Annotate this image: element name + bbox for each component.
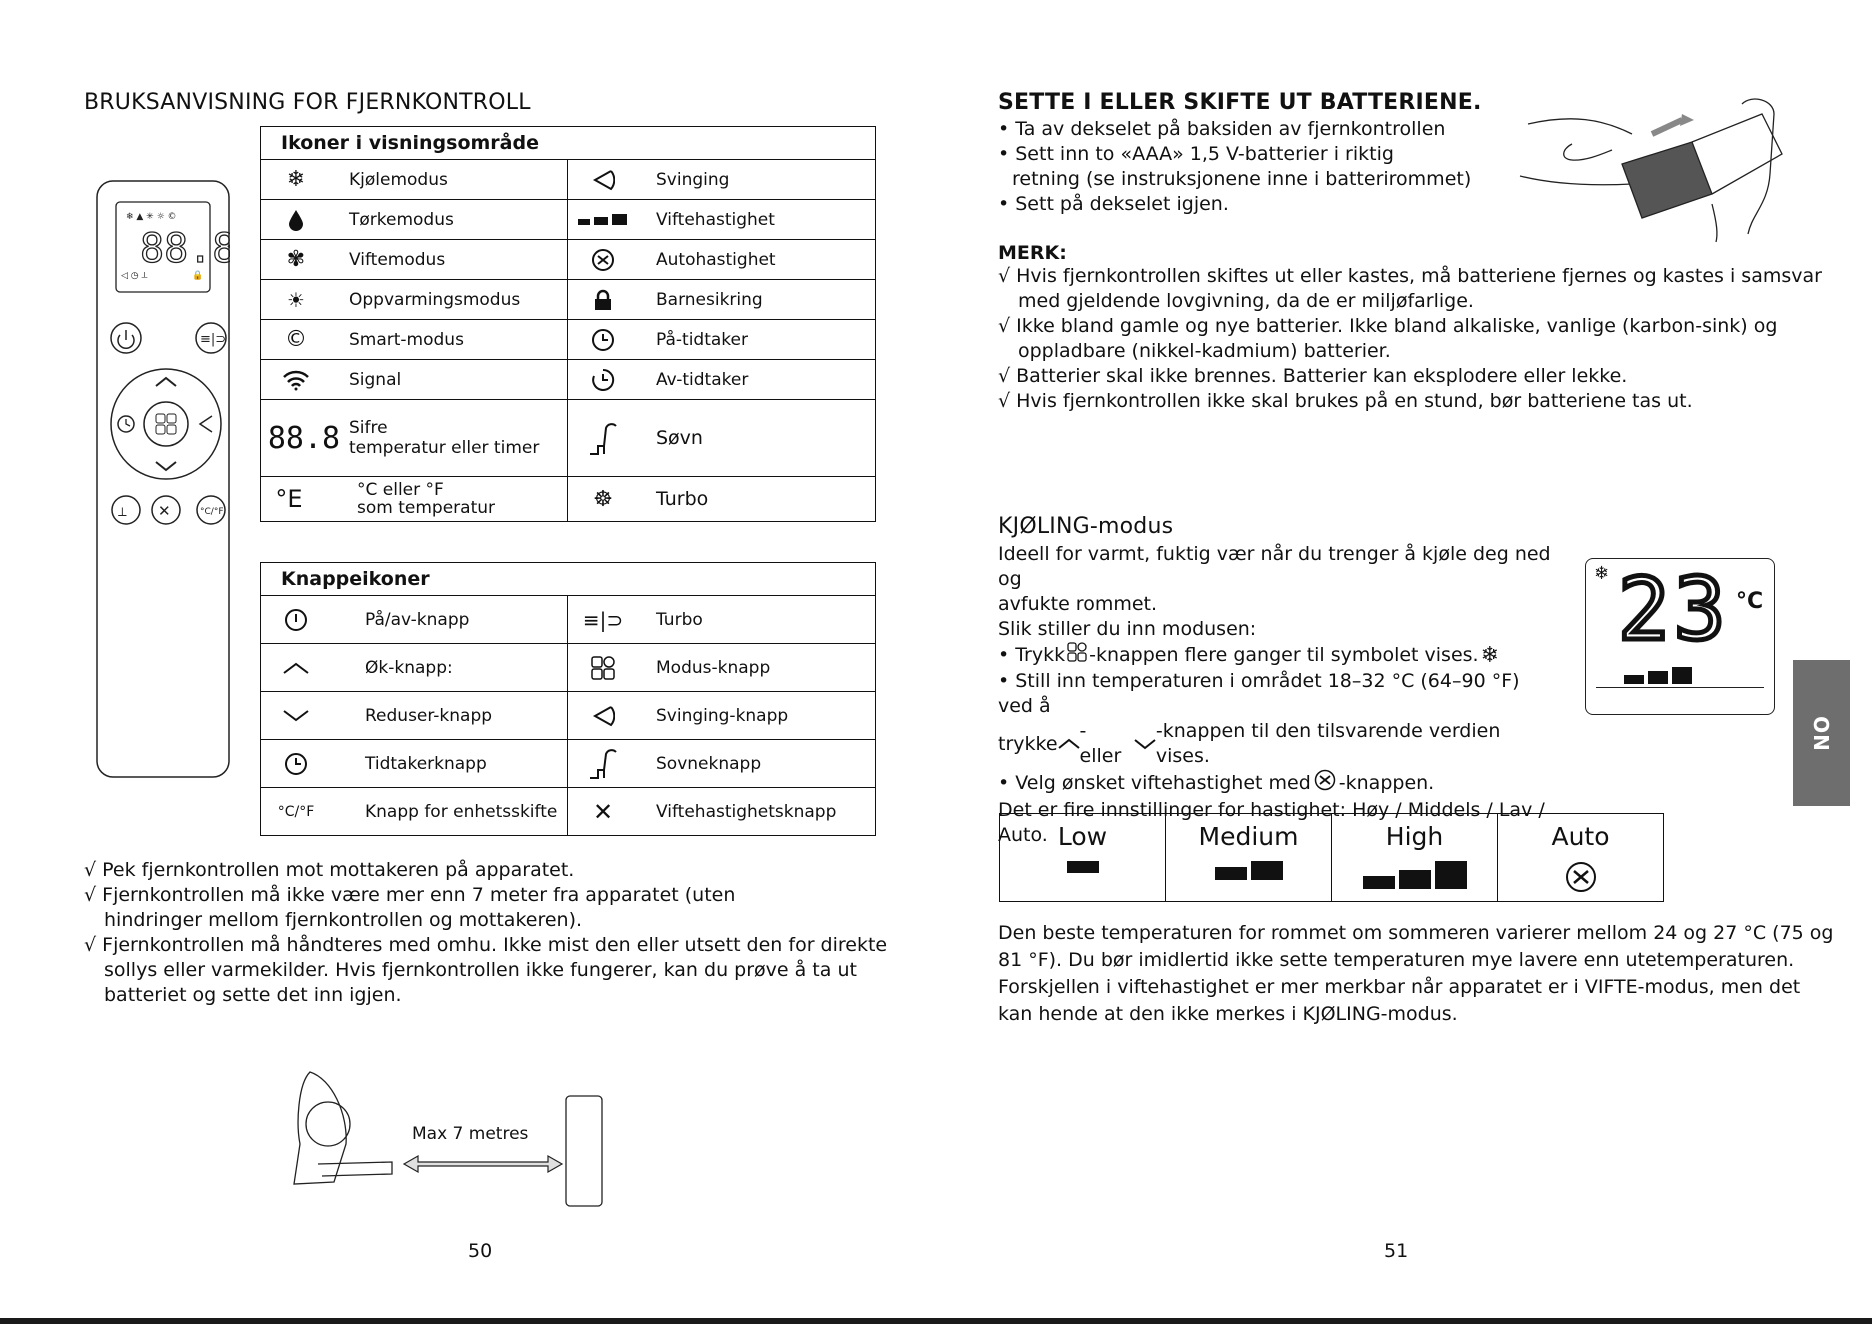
mode-icon <box>1067 642 1087 669</box>
speed-label: Low <box>1057 822 1108 851</box>
svg-text:≡|⊃: ≡|⊃ <box>200 332 227 347</box>
icon-label: Viftemodus <box>349 249 446 270</box>
chevron-up-icon <box>1058 732 1080 757</box>
cooling-step2-c: - eller <box>1079 720 1122 767</box>
summary-line: Den beste temperaturen for rommet om sommeren varierer mellom 24 og 27 °C (75 og <box>998 922 1834 944</box>
chevron-up-icon <box>261 661 331 675</box>
icon-label: Knapp for enhetsskifte <box>365 801 558 822</box>
digits-label-2: temperatur eller timer <box>349 438 540 458</box>
remote-illustration <box>96 180 230 780</box>
distance-label: Max 7 metres <box>412 1124 529 1144</box>
speed-cell-medium <box>1166 814 1332 902</box>
cooling-line: Slik stiller du inn modusen: <box>998 618 1257 640</box>
cooling-line: Auto. <box>998 824 1048 846</box>
icon-label: Tørkemodus <box>349 209 454 230</box>
note-line: √ Fjernkontrollen må håndteres med omhu. Ikke mist den eller utsett den for direkte <box>84 934 888 956</box>
turbo-button-icon: ≡|⊃ <box>582 607 624 632</box>
icon-label: Øk-knapp: <box>365 657 453 678</box>
unit-icon: °E <box>275 485 303 513</box>
icon-label: Viftehastighet <box>656 209 775 230</box>
svg-text:❄ ▲ ✳ ☼ ©: ❄ ▲ ✳ ☼ © <box>126 212 177 222</box>
merk-line: √ Ikke bland gamle og nye batterier. Ikke bland alkaliske, vanlige (karbon-sink) og <box>998 315 1778 337</box>
svg-text:⟂: ⟂ <box>118 505 127 520</box>
lcd-speed-bars <box>1624 667 1692 684</box>
summary-line: 81 °F). Du bør imidlertid ikke sette temperaturen mye lavere enn utetemperaturen. <box>998 949 1795 971</box>
cooling-line: Det er fire innstillinger for hastighet: Høy / Middels / Lav / <box>998 799 1545 821</box>
snowflake-icon: ❄ <box>1480 643 1500 668</box>
icon-label: Barnesikring <box>656 289 763 310</box>
timer-off-icon <box>568 368 638 392</box>
note-line: batteriet og sette det inn igjen. <box>104 984 402 1006</box>
icon-label: Turbo <box>656 488 709 510</box>
merk-line: √ Batterier skal ikke brennes. Batterier kan eksplodere eller lekke. <box>998 365 1628 387</box>
snowflake-icon: ❄ <box>1594 563 1610 584</box>
icon-label: Signal <box>349 369 402 390</box>
cooling-step2-d: -knappen til den tilsvarende verdien vises. <box>1155 720 1501 767</box>
chevron-down-icon <box>1134 732 1156 757</box>
note-line: hindringer mellom fjernkontrollen og mottakeren). <box>104 909 583 931</box>
page-number-right: 51 <box>1384 1240 1409 1262</box>
icon-label: Smart-modus <box>349 329 464 350</box>
svg-text:✕: ✕ <box>158 502 171 520</box>
svg-text:🔒: 🔒 <box>192 271 204 281</box>
summary-text <box>998 920 1834 1028</box>
language-tab-label: NO <box>1809 715 1834 751</box>
icon-label: Svinging-knapp <box>656 705 789 726</box>
power-icon <box>261 608 331 632</box>
display-icons-table <box>260 126 876 522</box>
auto-fan-icon <box>1498 861 1663 893</box>
icon-label: Av-tidtaker <box>656 369 749 390</box>
icon-label: Tidtakerknapp <box>365 753 487 774</box>
swing-icon <box>568 169 638 191</box>
cooling-step2-a: • Still inn temperaturen i området 18–32 °C (64–90 °F) ved å <box>998 670 1520 717</box>
lcd-panel <box>1585 558 1775 715</box>
cooling-line: avfukte rommet. <box>998 593 1158 615</box>
fan-icon: ✾ <box>286 247 306 272</box>
merk-line: oppladbare (nikkel-kadmium) batterier. <box>1018 340 1391 362</box>
button-icons-table <box>260 562 876 836</box>
sun-icon: ☀ <box>287 287 305 312</box>
merk-line: √ Hvis fjernkontrollen skiftes ut eller kastes, må batteriene fjernes og kastes i samsvar <box>998 265 1822 287</box>
battery-step: • Sett på dekselet igjen. <box>998 193 1229 215</box>
speed-cell-auto <box>1498 814 1664 902</box>
timer-icon <box>261 752 331 776</box>
speed-label: Auto <box>1551 822 1610 851</box>
timer-on-icon <box>568 328 638 352</box>
speed-label: Medium <box>1198 822 1299 851</box>
icon-label: Svinging <box>656 169 730 190</box>
auto-fan-icon <box>1314 769 1336 798</box>
remote-display-digits: 88.8 <box>140 226 230 272</box>
page-number-left: 50 <box>468 1240 493 1262</box>
icon-label: Kjølemodus <box>349 169 448 190</box>
remote-notes <box>84 858 887 1008</box>
note-line: √ Fjernkontrollen må ikke være mer enn 7 meter fra apparatet (uten <box>84 884 736 906</box>
remote-unit-button-label: °C/°F <box>200 507 224 517</box>
battery-hand-illustration <box>1512 94 1792 244</box>
wifi-icon <box>261 369 331 391</box>
cooling-step1-b: -knappen flere ganger til symbolet vises. <box>1089 644 1479 666</box>
icon-label: Sovneknapp <box>656 753 762 774</box>
drop-icon <box>261 209 331 231</box>
cooling-step2-b: trykke <box>998 732 1058 755</box>
cooling-step1-a: • Trykk <box>998 644 1066 666</box>
sleep-icon <box>568 420 638 456</box>
digits-icon: 88.8 <box>267 420 341 456</box>
icon-label: Søvn <box>656 427 703 449</box>
battery-steps <box>998 117 1471 217</box>
snowflake-icon: ❄ <box>286 167 306 192</box>
note-line: sollys eller varmekilder. Hvis fjernkontrollen ikke fungerer, kan du prøve å ta ut <box>104 959 857 981</box>
icon-label: Modus-knapp <box>656 657 771 678</box>
icon-label: På/av-knapp <box>365 609 470 630</box>
button-icons-header: Knappeikoner <box>261 563 876 596</box>
lock-icon <box>568 289 638 311</box>
icon-label: Reduser-knapp <box>365 705 493 726</box>
merk-line: med gjeldende lovgivning, da de er miljøfarlige. <box>1018 290 1474 312</box>
fan-speed-icon: ✕ <box>592 797 614 826</box>
summary-line: Forskjellen i viftehastighet er mer merkbar når apparatet er i VIFTE-modus, men det <box>998 976 1801 998</box>
speed-cell-high <box>1332 814 1498 902</box>
sleep-icon <box>568 748 638 780</box>
speed-cell-low <box>1000 814 1166 902</box>
speed-label: High <box>1385 822 1444 851</box>
cooling-step3-b: -knappen. <box>1338 772 1435 794</box>
unit-label-2: som temperatur <box>357 498 495 518</box>
turbo-icon: ☸ <box>593 486 613 512</box>
auto-fan-icon <box>568 248 638 272</box>
speed-bars-icon <box>568 213 638 227</box>
smart-icon: © <box>285 327 307 352</box>
swing-icon <box>568 705 638 727</box>
lcd-unit: °C <box>1736 589 1764 614</box>
note-line: √ Pek fjernkontrollen mot mottakeren på apparatet. <box>84 859 575 881</box>
icon-label: Oppvarmingsmodus <box>349 289 521 310</box>
language-tab <box>1793 660 1850 806</box>
icon-label: På-tidtaker <box>656 329 748 350</box>
footer-bar <box>0 1318 1872 1324</box>
battery-step: • Sett inn to «AAA» 1,5 V-batterier i riktig <box>998 143 1394 165</box>
unit-label-1: °C eller °F <box>357 480 444 500</box>
chevron-down-icon <box>261 709 331 723</box>
page-title-remote: BRUKSANVISNING FOR FJERNKONTROLL <box>84 90 531 115</box>
merk-notes <box>998 264 1822 414</box>
merk-line: √ Hvis fjernkontrollen ikke skal brukes på en stund, bør batteriene tas ut. <box>998 390 1693 412</box>
cooling-line: Ideell for varmt, fuktig vær når du trenger å kjøle deg ned og <box>998 543 1551 590</box>
cooling-title: KJØLING-modus <box>998 514 1174 539</box>
battery-step: • Ta av dekselet på baksiden av fjernkontrollen <box>998 118 1446 140</box>
mode-icon <box>568 656 638 680</box>
icon-label: Turbo <box>656 609 703 630</box>
digits-label-1: Sifre <box>349 418 388 438</box>
svg-text:◁ ◷ ⟂: ◁ ◷ ⟂ <box>121 271 148 281</box>
fan-speed-table <box>999 813 1664 902</box>
unit-icon: °C/°F <box>277 803 315 820</box>
merk-title: MERK: <box>998 242 1067 264</box>
icon-label: Viftehastighetsknapp <box>656 801 837 822</box>
lcd-temperature: 23 <box>1618 560 1730 660</box>
summary-line: kan hende at den ikke merkes i KJØLING-modus. <box>998 1003 1458 1025</box>
display-icons-header: Ikoner i visningsområde <box>261 127 876 160</box>
cooling-instructions <box>998 542 1558 848</box>
battery-step: retning (se instruksjonene inne i batterirommet) <box>1012 168 1472 190</box>
icon-label: Autohastighet <box>656 249 776 270</box>
battery-title: SETTE I ELLER SKIFTE UT BATTERIENE. <box>998 90 1482 115</box>
cooling-step3-a: • Velg ønsket viftehastighet med <box>998 772 1311 794</box>
